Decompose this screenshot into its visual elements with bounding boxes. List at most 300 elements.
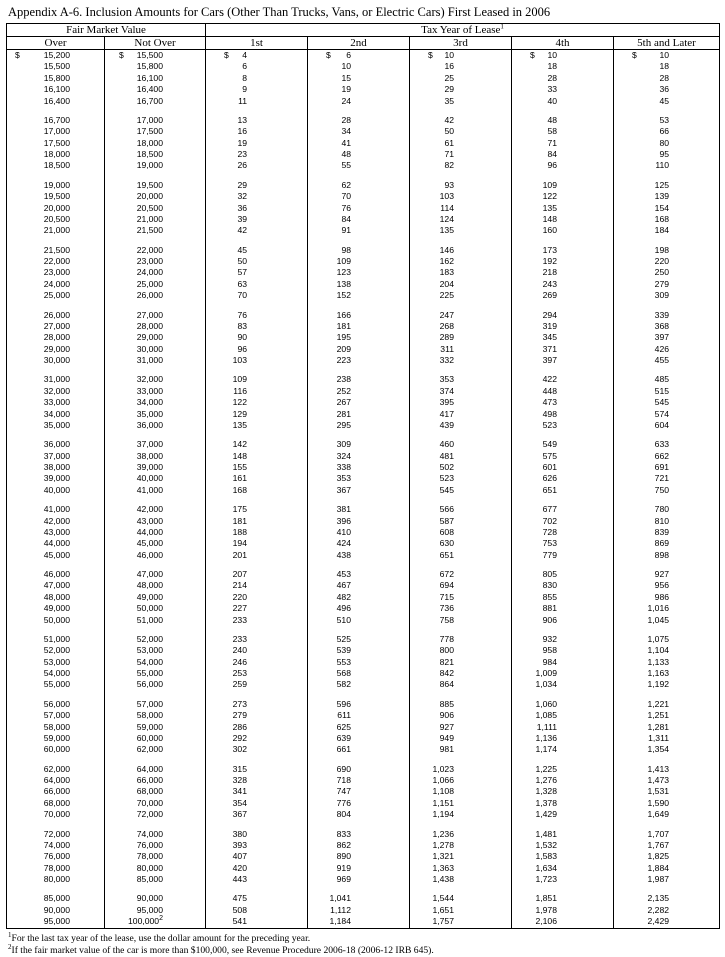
column-header-5th-and-later: 5th and Later	[614, 37, 720, 50]
group-spacer	[308, 885, 351, 893]
value-cell	[105, 180, 163, 191]
value-text: 109	[542, 179, 557, 190]
value-group	[614, 634, 669, 691]
value-text: 1,184	[329, 916, 351, 927]
value-text: 129	[232, 408, 247, 419]
value-cell	[308, 916, 351, 927]
value-text: 22,000	[43, 256, 70, 266]
value-cell	[7, 668, 70, 679]
currency-symbol: $	[632, 50, 637, 60]
value-cell	[512, 775, 557, 786]
value-cell	[105, 115, 163, 126]
group-spacer	[206, 561, 247, 569]
value-cell	[7, 310, 70, 321]
group-spacer	[308, 756, 351, 764]
group-spacer	[410, 885, 454, 893]
value-cell	[7, 916, 70, 927]
value-cell	[308, 451, 351, 462]
value-group	[105, 115, 163, 172]
value-text: 805	[542, 569, 557, 579]
value-cell	[206, 420, 247, 431]
group-spacer	[7, 821, 70, 829]
value-text: 482	[336, 591, 351, 602]
value-cell	[105, 893, 163, 904]
value-cell	[105, 344, 163, 355]
value-group	[512, 764, 557, 821]
value-cell	[512, 355, 557, 366]
value-cell	[206, 374, 247, 385]
value-cell	[206, 744, 247, 755]
value-cell	[206, 645, 247, 656]
group-spacer	[105, 172, 163, 180]
value-cell	[7, 744, 70, 755]
value-cell	[512, 256, 557, 267]
value-text: 10	[341, 61, 351, 72]
value-cell	[512, 645, 557, 656]
group-spacer	[614, 691, 669, 699]
value-group	[7, 893, 70, 927]
value-cell	[512, 798, 557, 809]
value-cell	[105, 592, 163, 603]
value-text: 718	[336, 775, 351, 785]
value-text: 855	[542, 591, 557, 602]
value-group	[614, 829, 669, 886]
value-cell	[512, 744, 557, 755]
value-text: 70	[341, 191, 351, 202]
group-spacer	[614, 431, 669, 439]
value-text: 63	[237, 278, 247, 289]
group-spacer	[410, 237, 454, 245]
group-spacer	[7, 172, 70, 180]
value-group	[410, 374, 454, 431]
value-cell	[308, 722, 351, 733]
value-cell	[410, 645, 454, 656]
value-text: 194	[232, 538, 247, 549]
value-text: 243	[542, 278, 557, 289]
value-cell	[410, 73, 454, 84]
value-cell	[614, 863, 669, 874]
value-text: 15,500	[43, 61, 70, 72]
value-cell	[512, 863, 557, 874]
value-text: 48,000	[43, 591, 70, 602]
value-text: 162	[439, 256, 454, 266]
value-cell	[410, 840, 454, 851]
value-text: 1,009	[535, 668, 557, 678]
value-text: 56,000	[43, 698, 70, 709]
value-text: 39,000	[43, 473, 70, 484]
value-text: 1,060	[535, 698, 557, 709]
value-cell	[105, 214, 163, 225]
value-cell	[105, 397, 163, 408]
value-text: 553	[336, 656, 351, 667]
value-cell	[206, 214, 247, 225]
value-cell	[105, 580, 163, 591]
value-cell	[512, 893, 557, 904]
value-text: 83	[237, 320, 247, 331]
value-text: 50,000	[43, 614, 70, 625]
value-cell	[105, 569, 163, 580]
value-cell	[614, 355, 669, 366]
value-text: 62	[341, 179, 351, 190]
group-spacer	[105, 302, 163, 310]
value-text: 18,500	[136, 149, 163, 159]
value-text: 1,767	[647, 839, 670, 850]
value-group	[410, 699, 454, 756]
value-cell	[410, 710, 454, 721]
value-text: 279	[654, 278, 670, 289]
value-cell	[105, 733, 163, 744]
group-spacer	[7, 107, 70, 115]
value-text: 353	[336, 473, 351, 484]
value-text: 438	[336, 549, 351, 560]
value-cell	[206, 96, 247, 107]
value-cell	[512, 679, 557, 690]
value-text: 1,481	[535, 828, 557, 839]
value-cell	[512, 267, 557, 278]
value-text: 51,000	[43, 633, 70, 644]
value-cell	[410, 916, 454, 927]
value-cell	[105, 786, 163, 797]
value-cell	[512, 191, 557, 202]
value-text: 66	[659, 126, 670, 137]
value-group	[512, 634, 557, 691]
value-cell	[512, 851, 557, 862]
value-text: 214	[232, 580, 247, 591]
value-group	[512, 893, 557, 927]
group-spacer	[206, 626, 247, 634]
value-cell	[614, 592, 669, 603]
value-cell	[105, 420, 163, 431]
value-text: 839	[654, 526, 670, 537]
value-cell	[410, 550, 454, 561]
group-spacer	[308, 821, 351, 829]
value-cell	[308, 516, 351, 527]
value-cell	[105, 550, 163, 561]
value-cell	[308, 710, 351, 721]
value-cell	[614, 321, 669, 332]
value-cell	[206, 332, 247, 343]
value-text: 68,000	[43, 797, 70, 808]
value-cell	[614, 893, 669, 904]
group-spacer	[206, 172, 247, 180]
value-text: 42,000	[43, 515, 70, 526]
group-spacer	[614, 561, 669, 569]
value-cell	[410, 180, 454, 191]
value-cell	[206, 874, 247, 885]
value-text: 72,000	[43, 828, 70, 839]
value-cell	[7, 504, 70, 515]
value-cell	[410, 722, 454, 733]
value-cell	[105, 462, 163, 473]
value-group	[614, 245, 669, 302]
value-cell	[7, 829, 70, 840]
value-text: 76	[341, 202, 351, 213]
value-cell	[308, 115, 351, 126]
value-cell	[7, 214, 70, 225]
value-cell	[206, 397, 247, 408]
value-cell	[206, 256, 247, 267]
value-cell	[7, 397, 70, 408]
value-text: 53,000	[43, 656, 70, 667]
value-group	[206, 699, 247, 756]
value-group	[105, 569, 163, 626]
value-cell	[7, 569, 70, 580]
group-spacer	[105, 885, 163, 893]
value-cell	[512, 203, 557, 214]
value-text: 17,500	[136, 126, 163, 137]
value-cell	[614, 420, 669, 431]
value-cell	[206, 538, 247, 549]
value-text: 800	[439, 645, 454, 656]
value-text: 830	[542, 580, 557, 591]
value-text: 885	[439, 698, 454, 709]
value-text: 1,225	[535, 763, 557, 774]
header-tax-year-footnote-marker: 1	[500, 22, 504, 31]
value-cell	[7, 344, 70, 355]
value-text: 715	[439, 591, 454, 602]
value-group	[308, 50, 351, 107]
value-cell	[614, 332, 669, 343]
value-text: 95	[659, 149, 670, 159]
value-text: 1,438	[432, 874, 454, 884]
value-text: 28	[547, 72, 557, 83]
value-text: 62,000	[43, 763, 70, 774]
value-cell	[7, 332, 70, 343]
value-cell	[308, 225, 351, 236]
value-cell	[7, 764, 70, 775]
value-cell	[7, 657, 70, 668]
value-text: 575	[542, 450, 557, 461]
value-cell	[206, 699, 247, 710]
currency-symbol: $	[326, 50, 331, 60]
value-text: 42	[237, 225, 247, 236]
value-text: 18,000	[136, 137, 163, 148]
value-text: 984	[542, 656, 557, 667]
value-cell	[410, 344, 454, 355]
value-cell	[206, 916, 247, 927]
value-cell	[410, 462, 454, 473]
value-text: 11	[238, 95, 247, 106]
value-cell	[410, 420, 454, 431]
value-cell	[614, 775, 669, 786]
value-cell	[206, 829, 247, 840]
value-text: 2,135	[647, 893, 670, 904]
value-cell	[7, 874, 70, 885]
value-text: 677	[542, 504, 557, 515]
group-spacer	[614, 302, 669, 310]
value-text: 175	[232, 504, 247, 515]
value-cell	[614, 580, 669, 591]
value-text: 523	[542, 419, 557, 430]
value-group	[7, 829, 70, 886]
value-text: 864	[439, 679, 454, 690]
value-text: 71	[444, 149, 454, 159]
value-text: 16,700	[136, 95, 163, 106]
header-tax-year-label: Tax Year of Lease	[421, 24, 501, 36]
value-cell	[7, 267, 70, 278]
column-cell-not-over	[105, 50, 206, 929]
value-text: 6	[346, 50, 351, 60]
value-text: 1,363	[432, 862, 454, 873]
value-text: 142	[232, 439, 247, 450]
value-text: 890	[336, 851, 351, 862]
group-spacer	[410, 821, 454, 829]
value-cell	[206, 84, 247, 95]
value-cell	[105, 699, 163, 710]
value-cell	[105, 290, 163, 301]
value-cell	[7, 439, 70, 450]
value-group	[410, 829, 454, 886]
value-text: 57	[237, 267, 247, 278]
value-text: 123	[336, 267, 351, 278]
value-group	[105, 893, 163, 927]
value-group	[308, 634, 351, 691]
value-cell	[614, 679, 669, 690]
value-text: 420	[232, 862, 247, 873]
value-cell	[410, 310, 454, 321]
group-spacer	[614, 237, 669, 245]
value-text: 181	[232, 515, 247, 526]
value-text: 76,000	[136, 839, 163, 850]
value-text: 1,278	[432, 839, 454, 850]
value-text: 23,000	[43, 267, 70, 278]
value-text: 201	[232, 549, 247, 560]
value-cell	[206, 203, 247, 214]
value-cell	[7, 550, 70, 561]
value-cell	[7, 851, 70, 862]
value-text: 780	[654, 504, 670, 515]
value-cell	[614, 61, 669, 72]
value-cell	[614, 115, 669, 126]
group-spacer	[512, 756, 557, 764]
value-text: 651	[542, 484, 557, 495]
value-cell	[105, 516, 163, 527]
value-text: 611	[337, 710, 351, 721]
value-cell	[206, 550, 247, 561]
value-group	[308, 439, 351, 496]
value-text: 50	[444, 126, 454, 137]
currency-symbol: $	[224, 50, 229, 60]
value-text: 338	[336, 462, 351, 472]
value-cell	[7, 722, 70, 733]
value-cell	[308, 420, 351, 431]
value-text: 35	[444, 95, 454, 106]
value-group	[308, 245, 351, 302]
value-text: 19,500	[136, 179, 163, 190]
value-cell	[512, 569, 557, 580]
value-text: 233	[232, 614, 247, 625]
value-cell	[308, 462, 351, 473]
value-cell	[308, 527, 351, 538]
value-cell	[7, 905, 70, 916]
value-cell	[308, 191, 351, 202]
value-text: 367	[336, 484, 351, 495]
value-cell	[308, 786, 351, 797]
value-cell	[206, 115, 247, 126]
value-text: 17,500	[43, 137, 70, 148]
value-cell	[105, 829, 163, 840]
value-text: 24,000	[136, 267, 163, 278]
value-cell	[512, 149, 557, 160]
value-text: 90	[237, 332, 247, 343]
value-cell	[308, 603, 351, 614]
column-cell-5th	[614, 50, 720, 929]
value-text: 148	[542, 213, 557, 224]
value-cell	[206, 840, 247, 851]
value-text: 55,000	[43, 679, 70, 690]
value-cell	[105, 191, 163, 202]
value-cell	[105, 279, 163, 290]
value-text: 26,000	[136, 290, 163, 301]
value-text: 736	[439, 603, 454, 614]
value-text: 74,000	[43, 839, 70, 850]
value-cell	[7, 592, 70, 603]
value-text: 981	[439, 744, 454, 755]
group-spacer	[7, 626, 70, 634]
value-cell	[105, 149, 163, 160]
value-cell	[614, 657, 669, 668]
value-cell	[206, 180, 247, 191]
value-text: 651	[439, 549, 454, 560]
value-text: 122	[542, 191, 557, 202]
value-text: 26,000	[43, 309, 70, 320]
value-cell	[105, 256, 163, 267]
value-text: 1,136	[535, 732, 557, 743]
value-text: 32,000	[136, 374, 163, 385]
value-text: 59,000	[43, 732, 70, 743]
value-cell	[206, 138, 247, 149]
value-text: 25,000	[136, 278, 163, 289]
value-text: 17,000	[136, 114, 163, 125]
value-text: 52,000	[136, 633, 163, 644]
value-cell	[614, 397, 669, 408]
group-spacer	[512, 237, 557, 245]
value-cell	[7, 191, 70, 202]
value-text: 324	[336, 450, 351, 461]
value-cell	[105, 874, 163, 885]
value-text: 29,000	[43, 343, 70, 354]
value-text: 33,000	[43, 397, 70, 408]
value-text: 34,000	[43, 408, 70, 419]
value-text: 40,000	[136, 473, 163, 484]
value-text: 29	[237, 179, 247, 190]
value-cell	[614, 550, 669, 561]
value-cell	[206, 473, 247, 484]
value-text: 728	[542, 526, 557, 537]
value-text: 17,000	[43, 126, 70, 137]
value-cell	[512, 603, 557, 614]
value-text: 220	[232, 591, 247, 602]
value-text: 80,000	[136, 862, 163, 873]
value-text: 45,000	[136, 538, 163, 549]
value-cell	[614, 645, 669, 656]
value-text: 98	[341, 244, 351, 255]
group-spacer	[410, 496, 454, 504]
value-cell	[512, 809, 557, 820]
value-cell	[308, 138, 351, 149]
value-group	[7, 180, 70, 237]
value-cell	[512, 699, 557, 710]
value-cell	[7, 516, 70, 527]
value-cell	[410, 451, 454, 462]
value-cell	[614, 786, 669, 797]
value-cell	[512, 764, 557, 775]
value-group	[410, 180, 454, 237]
value-cell	[206, 710, 247, 721]
value-text: 1,236	[432, 828, 454, 839]
value-text: 1,251	[647, 710, 670, 721]
value-text: 20,500	[43, 213, 70, 224]
